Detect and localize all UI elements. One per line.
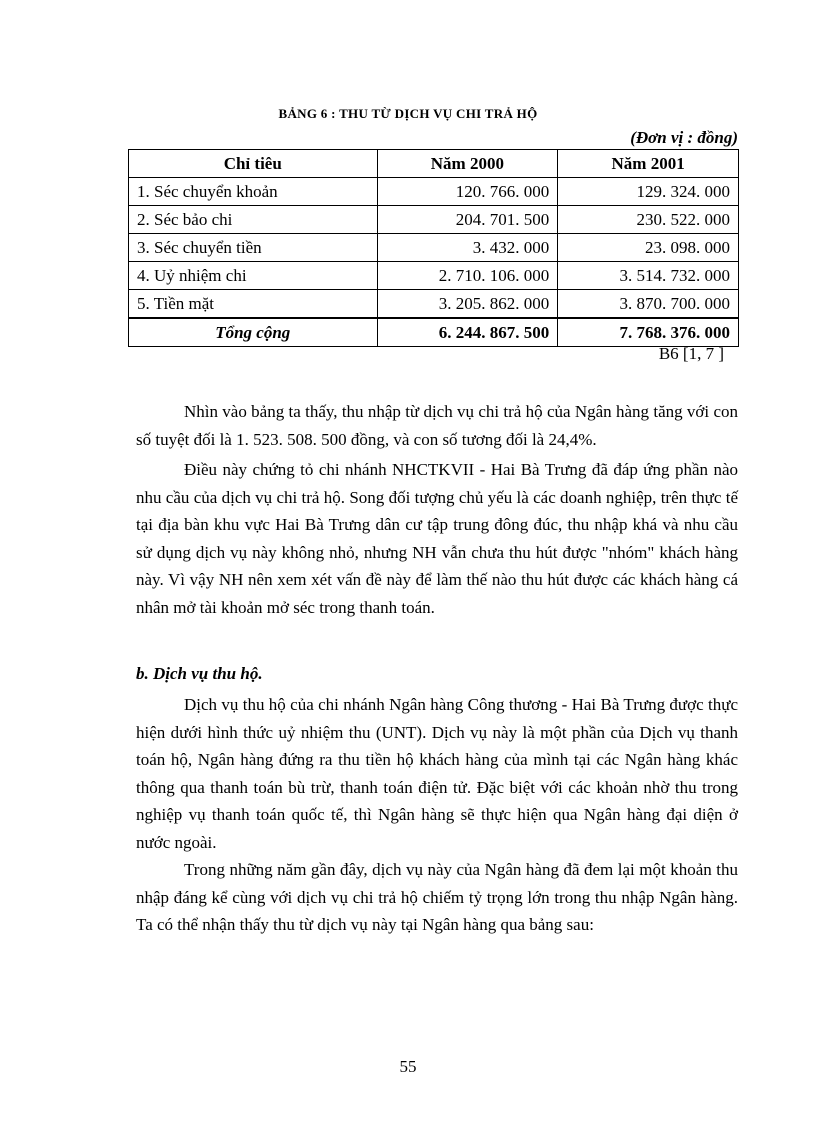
row-label: 4. Uỷ nhiệm chi xyxy=(129,262,378,290)
row-value-2000: 120. 766. 000 xyxy=(377,178,558,206)
row-value-2001: 230. 522. 000 xyxy=(558,206,739,234)
row-value-2001: 3. 514. 732. 000 xyxy=(558,262,739,290)
row-label: 2. Séc bảo chi xyxy=(129,206,378,234)
table-header-row xyxy=(129,150,739,178)
row-value-2000: 3. 205. 862. 000 xyxy=(377,290,558,319)
row-value-2001: 23. 098. 000 xyxy=(558,234,739,262)
table-total-row xyxy=(129,318,739,347)
table-caption: BẢNG 6 : THU TỪ DỊCH VỤ CHI TRẢ HỘ xyxy=(278,106,538,121)
row-label: 1. Séc chuyển khoản xyxy=(129,178,378,206)
table-source: B6 [1, 7 ] xyxy=(658,344,724,363)
revenue-table xyxy=(128,149,739,347)
table-row xyxy=(129,290,739,319)
row-value-2001: 3. 870. 700. 000 xyxy=(558,290,739,319)
body-text-bottom xyxy=(136,691,738,939)
table-row xyxy=(129,262,739,290)
row-value-2000: 3. 432. 000 xyxy=(377,234,558,262)
page-number: 55 xyxy=(399,1057,417,1076)
header-indicator: Chỉ tiêu xyxy=(129,150,378,178)
table-row xyxy=(129,178,739,206)
total-value-2001: 7. 768. 376. 000 xyxy=(558,318,739,347)
body-text-top xyxy=(136,398,738,621)
total-label: Tổng cộng xyxy=(129,318,378,347)
row-label: 5. Tiền mặt xyxy=(129,290,378,319)
row-label: 3. Séc chuyển tiền xyxy=(129,234,378,262)
paragraph: Điều này chứng tỏ chi nhánh NHCTKVII - Hai Bà Trưng đã đáp ứng phần nào nhu cầu của dịch vụ chi trả hộ. Song đối tượng chủ yếu là các doanh nghiệp, trên thực tế tại địa bàn khu vực Hai Bà Trưng dân cư tập trung đông đúc, thu nhập khá và nhu cầu sử dụng dịch vụ này không nhỏ, nhưng NH vẫn chưa thu hút được "nhóm" khách hàng này. Vì vậy NH nên xem xét vấn đề này để làm thế nào thu hút được các khách hàng cá nhân mở tài khoản mở séc trong thanh toán. xyxy=(136,460,738,617)
row-value-2000: 2. 710. 106. 000 xyxy=(377,262,558,290)
table-row xyxy=(129,206,739,234)
header-year-2001: Năm 2001 xyxy=(558,150,739,178)
section-heading: b. Dịch vụ thu hộ. xyxy=(136,664,263,683)
paragraph: Dịch vụ thu hộ của chi nhánh Ngân hàng Công thương - Hai Bà Trưng được thực hiện dưới hình thức uỷ nhiệm thu (UNT). Dịch vụ này là một phần của Dịch vụ thanh toán hộ, Ngân hàng đứng ra thu tiền hộ khách hàng của mình tại các Ngân hàng khác thông qua thanh toán bù trừ, thanh toán điện tử. Đặc biệt với các khoản nhờ thu trong nghiệp vụ thanh toán quốc tế, thì Ngân hàng sẽ thực hiện qua Ngân hàng đại diện ở nước ngoài. xyxy=(136,695,738,852)
row-value-2000: 204. 701. 500 xyxy=(377,206,558,234)
paragraph: Nhìn vào bảng ta thấy, thu nhập từ dịch vụ chi trả hộ của Ngân hàng tăng với con số tuyệt đối là 1. 523. 508. 500 đồng, và con số tương đối là 24,4%. xyxy=(136,402,738,449)
table-row xyxy=(129,234,739,262)
unit-label: (Đơn vị : đồng) xyxy=(630,128,738,147)
header-year-2000: Năm 2000 xyxy=(377,150,558,178)
paragraph: Trong những năm gần đây, dịch vụ này của Ngân hàng đã đem lại một khoản thu nhập đáng kể cùng với dịch vụ chi trả hộ chiếm tỷ trọng lớn trong thu nhập Ngân hàng. Ta có thể nhận thấy thu từ dịch vụ này tại Ngân hàng qua bảng sau: xyxy=(136,860,738,934)
row-value-2001: 129. 324. 000 xyxy=(558,178,739,206)
total-value-2000: 6. 244. 867. 500 xyxy=(377,318,558,347)
